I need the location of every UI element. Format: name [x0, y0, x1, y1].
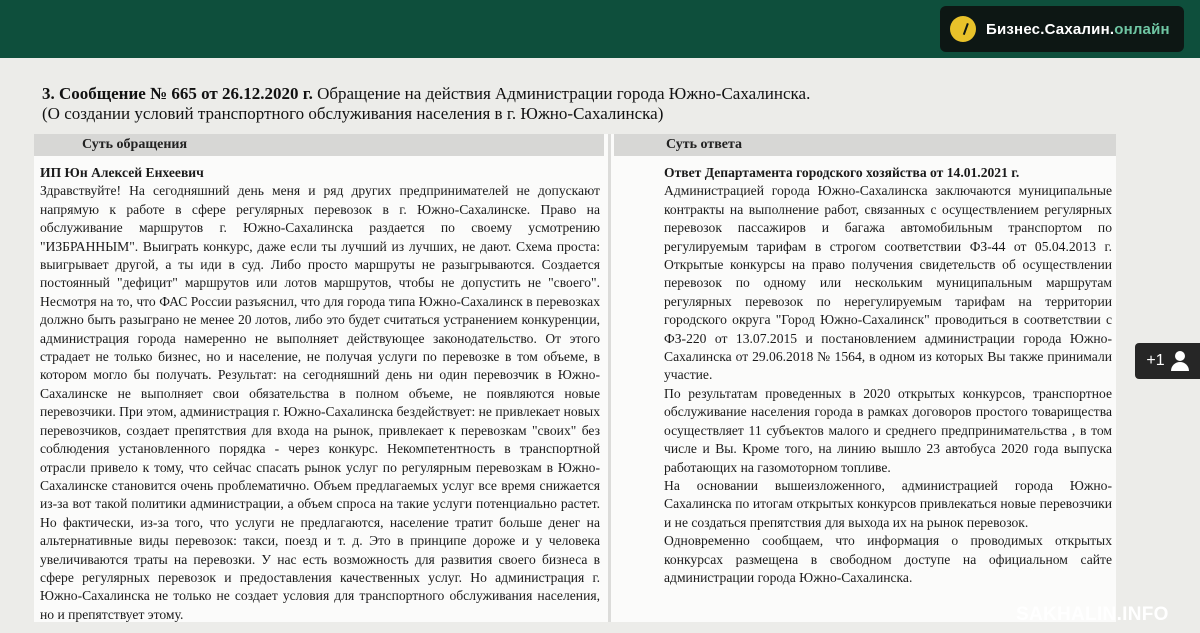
message-title [42, 84, 942, 104]
answer-paragraph-1: Администрацией города Южно-Сахалинска заключаются муниципальные контракты на выполнение работ, связанных с осуществлением регулярных перевозок пассажиров и багажа автомобильным транспортом по регулируемым тарифам в строгом соответствии ФЗ-44 от 05.04.2013 г. Открытые конкурсы на право получения свидетельств об осуществлении перевозок по одному или нескольким муниципальным маршрутам регулярных перевозок по нерегулируемым тарифам на территории городского округа "Город Южно-Сахалинск" проводиться в соответствии с ФЗ-220 от 13.07.2015 и постановлением администрации города Южно-Сахалинска от 29.06.2018 № 1564, в одном из которых Вы также принимали участие. [664, 183, 1112, 383]
column-header-request: Суть обращения [34, 134, 604, 156]
brand-logo-icon [950, 16, 976, 42]
answer-author: Ответ Департамента городского хозяйства от 14.01.2021 г. [664, 165, 1020, 180]
message-subtitle: (О создании условий транспортного обслуживания населения в г. Южно-Сахалинска) [42, 104, 664, 123]
request-cell [40, 164, 600, 624]
participants-count: +1 [1146, 352, 1165, 369]
brand-name: Бизнес.Сахалин.онлайн [986, 20, 1170, 38]
brand-badge [940, 6, 1184, 52]
participants-button[interactable] [1135, 343, 1200, 379]
answer-paragraph-3: На основании вышеизложенного, администрацией города Южно-Сахалинска по итогам открытых конкурсов привлекаться новые перевозчики и не создаться препятствия для выхода их на рынок перевозок. [664, 477, 1112, 530]
message-table [34, 134, 1116, 622]
message-heading: Обращение на действия Администрации города Южно-Сахалинска. [317, 84, 811, 103]
answer-cell [664, 164, 1112, 587]
column-header-answer: Суть ответа [614, 134, 1116, 156]
person-icon [1171, 351, 1189, 371]
request-text: Здравствуйте! На сегодняшний день меня и ряд других предпринимателей не допускают напрямую к работе в сфере регулярных перевозок в г. Южно-Сахалинске. Право на обслуживание маршрутов г. Южно-Сахалинска раздается по своему усмотрению "ИЗБРАННЫМ". Выиграть конкурс, даже если ты лучший из лучших, не дают. Схема проста: выигрывает другой, а ты иди в суд. Либо просто маршруты не разыгрываются. Создается постоянный "дефицит" маршрутов или лотов маршрутов, чтобы не допустить не "своего". Несмотря на то, что ФАС России разъяснил, что для города типа Южно-Сахалинск в перевозках должно быть разыграно не менее 20 лотов, либо это будет считаться устранением конкуренции, администрация города намеренно не выполняет действующее законодательство. От этого страдает не только бизнес, но и население, не получая услуги по перевозке в том объеме, в котором могло бы получать. Результат: на сегодняшний день ни один перевозчик в Южно-Сахалинске не выполняет свои обязательства в полном объеме, не появляются новые перевозчики. При этом, администрация г. Южно-Сахалинска бездействует: не привлекает новых перевозчиков, создает препятствия для входа на рынок, привлекает к перевозкам "своих" без соблюдения установленного порядка - через конкурс. Некомпетентность в транспортной отрасли привело к тому, что сейчас спасать рынок услуг по регулярным перевозкам в Южно-Сахалинске становится очень проблематично. Объем предлагаемых услуг все время снижается из-за вот такой политики администрации, а объем спроса на такие услуги потенциально растет. Но фактически, из-за того, что услуги не предлагаются, население тратит больше денег на альтернативные виды перевозок: такси, поезд и т. д. Это в принципе дороже и у человека увеличиваются траты на перевозки. У нас есть возможность для развития своего бизнеса в сфере регулярных перевозок и предоставления качественных услуг. Но администрация г. Южно-Сахалинска не только не создает условия для транспортного обслуживания населения, но и препятствует этому. [40, 183, 600, 622]
column-divider [608, 134, 611, 622]
watermark: SAKHALIN.INFO [1016, 604, 1169, 625]
answer-paragraph-4: Одновременно сообщаем, что информация о проводимых открытых конкурсах размещена в свободном доступе на официальном сайте администрации города Южно-Сахалинска. [664, 533, 1112, 585]
answer-paragraph-2: По результатам проведенных в 2020 открытых конкурсов, транспортное обслуживание населения города в рамках договоров простого товарищества осуществляет 11 субъектов малого и среднего предпринимательства , в том числе и Вы. Кроме того, на линию вышло 23 автобуса 2020 года выпуска работающих на газомоторном топливе. [664, 385, 1112, 475]
request-author: ИП Юн Алексей Енхеевич [40, 165, 204, 180]
top-bar [0, 0, 1200, 58]
message-number: 3. Сообщение № 665 от 26.12.2020 г. [42, 84, 313, 103]
